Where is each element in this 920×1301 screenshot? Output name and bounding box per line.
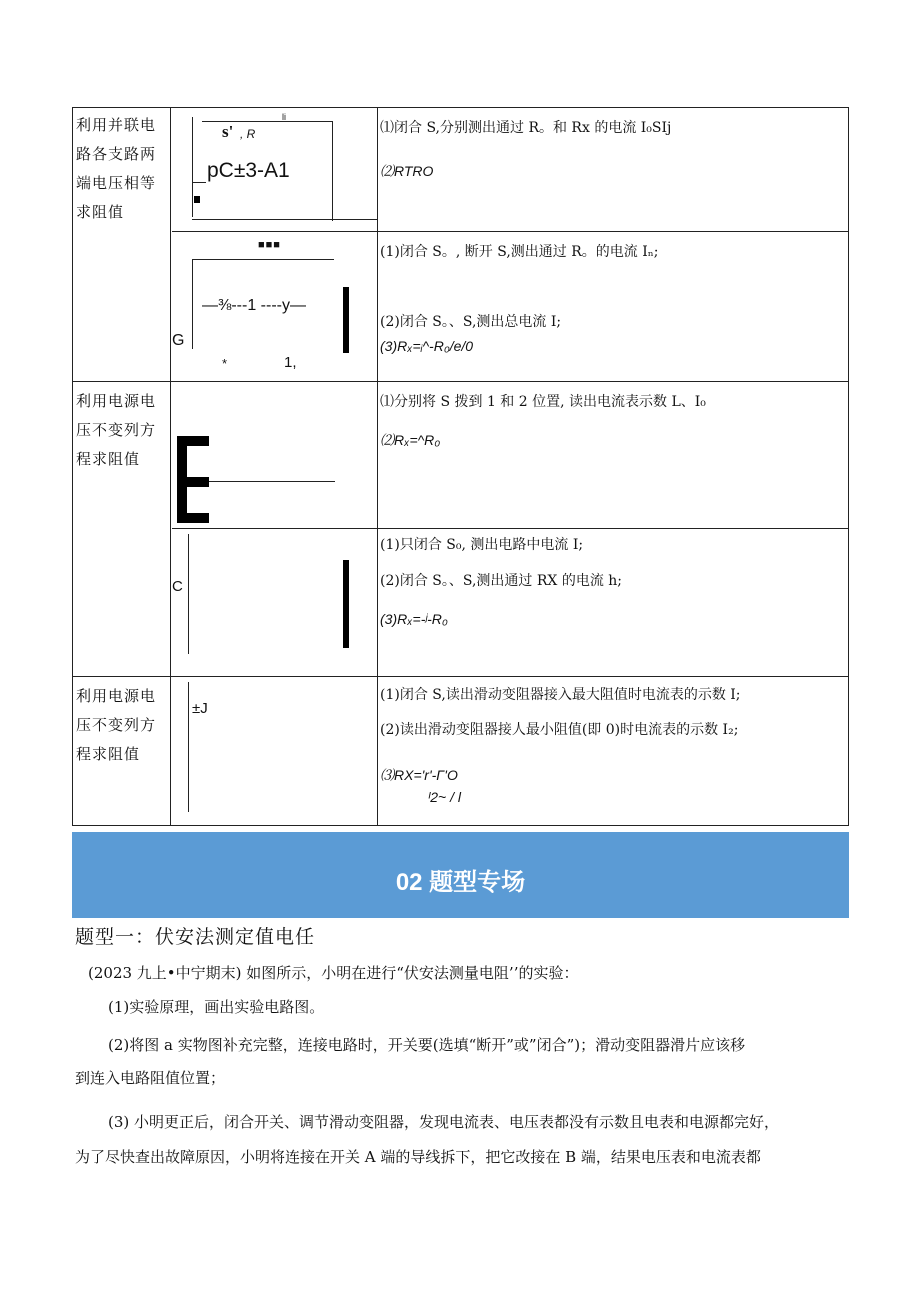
question-part-continued: 为了尽快查出故障原因，小明将连接在开关 A 端的导线拆下，把它改接在 B 端，结果电压表和电流表都 xyxy=(75,1148,761,1166)
step-text: (2)闭合 S。、S,测出通过 RX 的电流 h; xyxy=(380,573,623,589)
cell-steps xyxy=(380,231,845,381)
circuit-diagram-4 xyxy=(172,528,377,676)
figure-label: —⅜---1 ----y— xyxy=(202,297,306,314)
label-line: 利用并联电 xyxy=(76,116,157,134)
circuit-diagram-5 xyxy=(172,676,377,825)
label-line: 求阻值 xyxy=(76,203,125,221)
step-text: ⑵Rₓ=^R₀ xyxy=(380,432,441,448)
question-part: (1)实验原理，画出实验电路图。 xyxy=(108,998,325,1016)
step-text: ⑴闭合 S,分别测出通过 R。和 Rx 的电流 I₀SIj xyxy=(380,120,672,136)
figure-label: C xyxy=(172,578,183,595)
component-block xyxy=(343,287,349,353)
component-block xyxy=(177,477,209,487)
section-banner xyxy=(72,832,849,918)
figure-label: ■■■ xyxy=(258,239,281,251)
question-part: (3) 小明更正后，闭合开关、调节滑动变阻器，发现电流表、电压表都没有示数且电表和电源都完好， xyxy=(108,1113,780,1131)
figure-label: G xyxy=(172,332,185,349)
methods-table xyxy=(72,107,849,826)
component-block xyxy=(177,513,209,523)
circuit-diagram-3 xyxy=(172,381,377,528)
figure-label: s' xyxy=(222,122,234,141)
column-divider xyxy=(377,107,378,826)
question-part: (2)将图 a 实物图补充完整，连接电路时，开关要(选填“断开”或”闭合”)；滑动变阻器滑片应该移 xyxy=(108,1036,746,1054)
table-border-right xyxy=(848,107,849,826)
step-text: ⑴分别将 S 拨到 1 和 2 位置, 读出电流表示数 L、I₀ xyxy=(380,394,706,410)
step-text: (2)闭合 S。、S,测出总电流 I; xyxy=(380,314,562,330)
label-line: 程求阻值 xyxy=(76,450,141,468)
step-text: (1)闭合 S。, 断开 S,测出通过 R。的电流 Iₙ; xyxy=(380,244,659,260)
cell-steps xyxy=(380,107,845,231)
step-text: (1)只闭合 S₀, 测出电路中电流 I; xyxy=(380,537,584,553)
step-text: ⑶RX='r'-Γ'O xyxy=(380,767,458,783)
question-part-continued: 到连入电路阻值位置； xyxy=(75,1069,226,1087)
step-text: (3)Rₓ=ᵢ^-R₀/e/0 xyxy=(380,338,474,354)
row-label xyxy=(76,682,168,769)
step-text: ᴵ2~ / l xyxy=(428,789,461,805)
label-line: 压不变列方 xyxy=(76,421,157,439)
figure-label: , R xyxy=(240,127,256,141)
row-label xyxy=(76,111,168,227)
cell-steps xyxy=(380,528,845,676)
label-line: 压不变列方 xyxy=(76,716,157,734)
table-border-bottom xyxy=(72,825,849,826)
cell-steps xyxy=(380,676,845,825)
component-block xyxy=(177,436,209,446)
figure-label: li xyxy=(282,112,286,122)
banner-title: 02 题型专场 xyxy=(395,869,526,896)
circuit-diagram-1 xyxy=(172,107,377,231)
label-line: 利用电源电 xyxy=(76,392,157,410)
section-heading: 题型一：伏安法测定值电任 xyxy=(75,926,316,948)
step-text: (3)Rₓ=-ʲ-R₀ xyxy=(380,611,448,627)
row-label xyxy=(76,387,168,474)
component-block xyxy=(194,196,200,203)
step-text: (2)读出滑动变阻器接人最小阻值(即 0)时电流表的示数 I₂; xyxy=(380,722,739,738)
component-block xyxy=(343,560,349,648)
figure-label: ±J xyxy=(192,700,208,717)
step-text: (1)闭合 S,读出滑动变阻器接入最大阻值时电流表的示数 I; xyxy=(380,687,741,703)
question-intro: (2023 九上•中宁期末) 如图所示，小明在进行“伏安法测量电阻’’的实验： xyxy=(88,964,579,982)
figure-label: pC±3-A1 xyxy=(207,159,290,182)
circuit-diagram-2 xyxy=(172,231,377,381)
figure-label: * xyxy=(222,356,228,371)
table-border-left xyxy=(72,107,73,826)
label-line: 利用电源电 xyxy=(76,687,157,705)
label-line: 路各支路两 xyxy=(76,145,157,163)
step-text: ⑵RTRO xyxy=(380,163,434,179)
column-divider xyxy=(170,107,171,826)
label-line: 端电压相等 xyxy=(76,174,157,192)
figure-label: 1, xyxy=(284,354,297,371)
label-line: 程求阻值 xyxy=(76,745,141,763)
cell-steps xyxy=(380,381,845,528)
